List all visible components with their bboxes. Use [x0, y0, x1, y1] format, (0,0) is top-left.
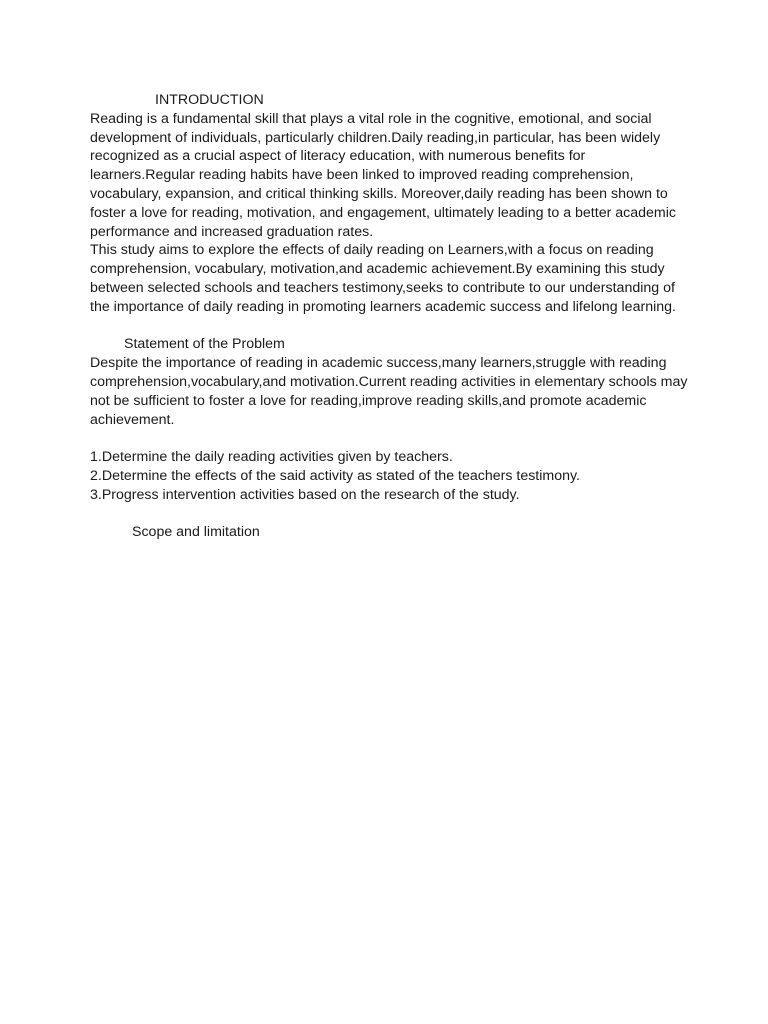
text-line: learners.Regular reading habits have been linked to improved reading comprehension,	[90, 167, 634, 184]
objectives-list	[90, 448, 690, 504]
list-item: 2.Determine the effects of the said activity as stated of the teachers testimony.	[90, 467, 580, 484]
text-line: vocabulary, expansion, and critical thinking skills. Moreover,daily reading has been shown to	[90, 185, 668, 202]
text-line: Despite the importance of reading in academic success,many learners,struggle with reading	[90, 355, 667, 372]
scope-heading: Scope and limitation	[132, 524, 260, 541]
blank-line	[90, 505, 690, 524]
introduction-paragraph-1	[90, 110, 690, 242]
text-line: not be sufficient to foster a love for reading,improve reading skills,and promote academic	[90, 392, 647, 409]
document-page	[90, 91, 690, 542]
statement-of-problem-paragraph	[90, 354, 690, 429]
text-line: performance and increased graduation rates.	[90, 223, 374, 240]
introduction-heading: INTRODUCTION	[155, 92, 264, 108]
blank-line	[90, 317, 690, 336]
introduction-paragraph-2	[90, 241, 690, 316]
list-item: 3.Progress intervention activities based on the research of the study.	[90, 486, 520, 503]
text-line: development of individuals, particularly children.Daily reading,in particular, has been widely	[90, 129, 661, 146]
text-line: comprehension, vocabulary, motivation,and academic achievement.By examining this study	[90, 261, 665, 278]
text-line: foster a love for reading, motivation, and engagement, ultimately leading to a better academic	[90, 204, 676, 221]
text-line: the importance of daily reading in promoting learners academic success and lifelong learning.	[90, 298, 676, 315]
statement-of-problem-heading: Statement of the Problem	[124, 336, 285, 353]
text-line: recognized as a crucial aspect of literacy education, with numerous benefits for	[90, 148, 586, 165]
text-line: This study aims to explore the effects of daily reading on Learners,with a focus on reading	[90, 242, 654, 259]
text-line: between selected schools and teachers testimony,seeks to contribute to our understanding of	[90, 279, 675, 296]
list-item: 1.Determine the daily reading activities given by teachers.	[90, 449, 453, 466]
blank-line	[90, 429, 690, 448]
text-line: Reading is a fundamental skill that plays a vital role in the cognitive, emotional, and social	[90, 110, 652, 127]
text-line: comprehension,vocabulary,and motivation.Current reading activities in elementary schools may	[90, 373, 688, 390]
text-line: achievement.	[90, 411, 175, 428]
